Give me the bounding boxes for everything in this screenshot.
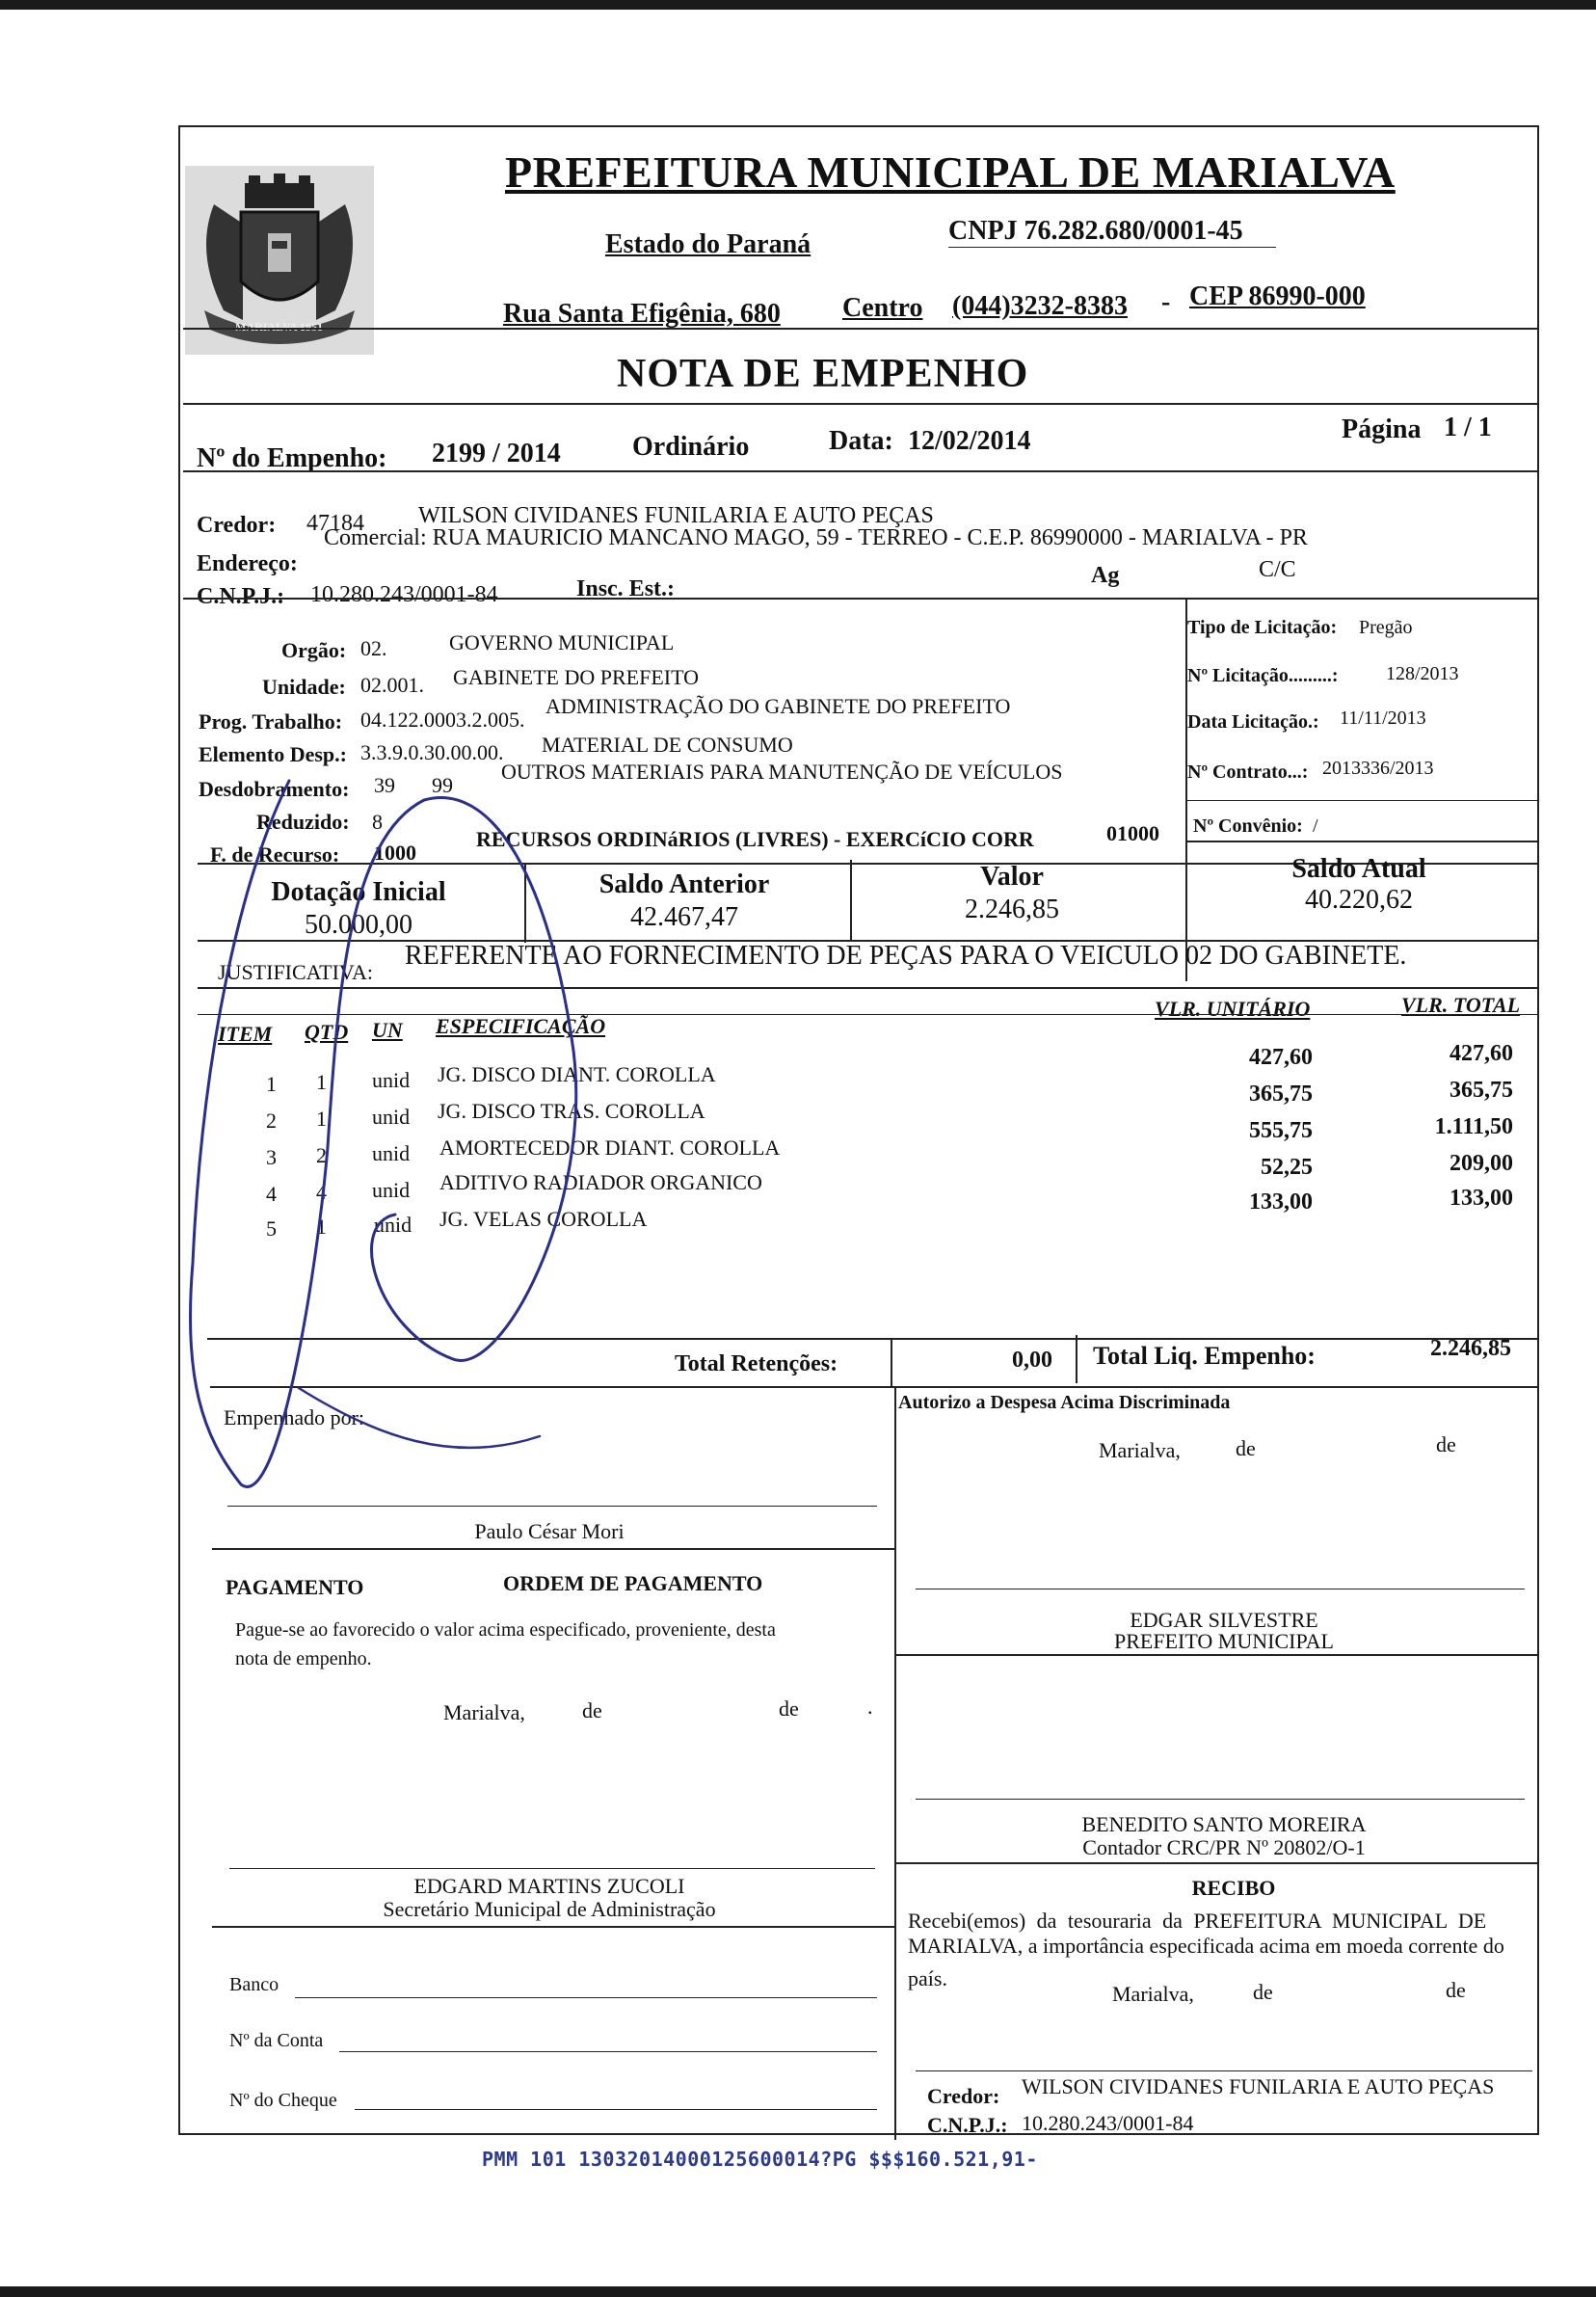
divider-secretario — [212, 1926, 894, 1928]
page-title: PREFEITURA MUNICIPAL DE MARIALVA — [505, 147, 1396, 197]
elem: MATERIAL DE CONSUMO — [542, 733, 793, 757]
item-qtd: 1 — [316, 1215, 327, 1239]
contrato-label: Nº Contrato...: — [1187, 761, 1309, 783]
recibo-local: Marialva, — [1112, 1982, 1194, 2006]
elem-cod: 3.3.9.0.30.00.00. — [360, 740, 504, 764]
recibo-label: RECIBO — [1191, 1876, 1276, 1900]
col-especificacao: ESPECIFICAÇÃO — [436, 1014, 606, 1038]
pagamento-label: PAGAMENTO — [226, 1575, 364, 1599]
item-un: unid — [372, 1178, 411, 1202]
pagina-value: 1 / 1 — [1444, 413, 1492, 442]
dotacao-label: Dotação Inicial — [271, 877, 446, 907]
item-vlr-total: 427,60 — [1450, 1041, 1513, 1066]
autorizo-label: Autorizo a Despesa Acima Discriminada — [898, 1392, 1231, 1413]
item-vlr-unit: 427,60 — [1249, 1045, 1313, 1070]
item-num: 5 — [266, 1216, 277, 1241]
empenhado-nome: Paulo César Mori — [474, 1519, 625, 1543]
divider-title — [183, 403, 1537, 405]
pagamento-local: Marialva, — [443, 1700, 525, 1724]
autorizo-de-1: de — [1236, 1436, 1256, 1460]
divider-licitacao — [1185, 598, 1187, 981]
divider-totals-2 — [1076, 1335, 1077, 1383]
endereco-label: Endereço: — [197, 551, 298, 576]
item-vlr-unit: 555,75 — [1249, 1118, 1313, 1143]
data-label: Data: — [829, 426, 893, 456]
total-liq-label: Total Liq. Empenho: — [1093, 1342, 1316, 1370]
data-value: 12/02/2014 — [908, 426, 1031, 456]
justificativa-text: REFERENTE AO FORNECIMENTO DE PEÇAS PARA O VEICULO 02 DO GABINETE. — [405, 941, 1407, 971]
rodape-autenticacao: PMM 101 13032014000125600014?PG $$$160.521,91- — [482, 2148, 1038, 2171]
item-un: unid — [372, 1105, 411, 1129]
insc-label: Insc. Est.: — [576, 576, 676, 601]
divider-empenhado — [212, 1548, 894, 1550]
item-un: unid — [374, 1213, 412, 1237]
endereco-rua: Rua Santa Efigênia, 680 — [503, 299, 781, 329]
separador: - — [1161, 287, 1171, 317]
cheque-line — [355, 2109, 877, 2110]
contador-nome: BENEDITO SANTO MOREIRA — [1081, 1812, 1367, 1836]
item-vlr-total: 209,00 — [1450, 1151, 1513, 1176]
orgao-cod: 02. — [360, 636, 387, 660]
item-vlr-unit: 133,00 — [1249, 1189, 1313, 1215]
divider-contador — [894, 1862, 1537, 1864]
data-licitacao-label: Data Licitação.: — [1187, 711, 1319, 733]
divider-saldo-2 — [850, 860, 852, 940]
telefone: (044)3232-8383 — [952, 291, 1128, 321]
recibo-texto-3: país. — [908, 1966, 947, 1990]
autorizo-local: Marialva, — [1099, 1438, 1181, 1462]
convenio-label: Nº Convênio: — [1193, 815, 1303, 837]
recurso-num: 01000 — [1106, 821, 1159, 845]
item-un: unid — [372, 1068, 411, 1092]
item-num: 2 — [266, 1108, 277, 1133]
secretario-nome: EDGARD MARTINS ZUCOLI — [413, 1874, 685, 1898]
desd-label: Desdobramento: — [199, 777, 350, 801]
unidade-cod: 02.001. — [360, 673, 424, 697]
prog-cod: 04.122.0003.2.005. — [360, 708, 525, 732]
divider-credor — [183, 598, 1537, 600]
col-item: ITEM — [218, 1022, 273, 1046]
contrato: 2013336/2013 — [1322, 758, 1434, 779]
num-licitacao-label: Nº Licitação.........: — [1187, 665, 1339, 686]
divider-lower — [894, 1386, 896, 2140]
divider-prefeito — [894, 1654, 1537, 1656]
pague-texto-2: nota de empenho. — [235, 1648, 372, 1669]
data-licitacao: 11/11/2013 — [1340, 708, 1426, 729]
reduzido-label: Reduzido: — [256, 810, 350, 834]
item-un: unid — [372, 1141, 411, 1165]
desd-b: 99 — [432, 773, 453, 797]
cheque-label: Nº do Cheque — [229, 2090, 337, 2111]
empenho-tipo: Ordinário — [632, 432, 750, 462]
cnpj-label: C.N.P.J.: — [197, 584, 285, 609]
unidade-label: Unidade: — [262, 675, 346, 699]
sig-line-secretario — [229, 1868, 875, 1869]
total-retencoes-label: Total Retenções: — [675, 1351, 838, 1376]
pagamento-de-1: de — [582, 1698, 602, 1723]
empenho-label: Nº do Empenho: — [197, 443, 387, 473]
credor-nome: WILSON CIVIDANES FUNILARIA E AUTO PEÇAS — [418, 503, 934, 528]
ordem-pagamento-label: ORDEM DE PAGAMENTO — [503, 1571, 763, 1595]
item-qtd: 2 — [316, 1143, 327, 1167]
conta-line — [339, 2051, 877, 2052]
item-num: 3 — [266, 1145, 277, 1169]
valor-label: Valor — [980, 862, 1044, 892]
reduzido: 8 — [372, 810, 383, 834]
divider-convenio — [1185, 800, 1537, 801]
item-qtd: 1 — [316, 1107, 327, 1131]
orgao-label: Orgão: — [281, 638, 347, 662]
recibo-de-2: de — [1446, 1978, 1466, 2002]
prefeito-nome: EDGAR SILVESTRE — [1130, 1608, 1318, 1632]
recurso: RECURSOS ORDINáRIOS (LIVRES) - EXERCíCIO CORR — [476, 827, 1034, 851]
saldo-anterior-value: 42.467,47 — [630, 902, 738, 932]
total-retencoes: 0,00 — [1012, 1348, 1052, 1373]
divider-header — [183, 328, 1537, 330]
convenio: / — [1313, 815, 1318, 837]
banco-line — [295, 1997, 877, 1998]
item-espec: JG. DISCO TRAS. COROLLA — [438, 1099, 705, 1123]
recurso-cod: 1000 — [374, 841, 416, 865]
saldo-anterior-label: Saldo Anterior — [598, 869, 770, 899]
divider-empenho — [183, 470, 1537, 472]
signature-scribble — [183, 761, 723, 1513]
elem-label: Elemento Desp.: — [199, 742, 347, 766]
prog-label: Prog. Trabalho: — [199, 709, 343, 734]
num-licitacao: 128/2013 — [1386, 663, 1459, 684]
tipo-licitacao: Pregão — [1359, 617, 1413, 638]
prog: ADMINISTRAÇÃO DO GABINETE DO PREFEITO — [545, 694, 1011, 718]
credor-codigo: 47184 — [306, 511, 364, 536]
doc-title: NOTA DE EMPENHO — [617, 352, 1029, 396]
item-vlr-total: 365,75 — [1450, 1078, 1513, 1103]
divider-convenio-bottom — [1185, 841, 1537, 842]
recibo-credor: WILSON CIVIDANES FUNILARIA E AUTO PEÇAS — [1022, 2074, 1495, 2098]
col-un: UN — [372, 1018, 403, 1042]
pague-texto-1: Pague-se ao favorecido o valor acima especificado, proveniente, desta — [235, 1619, 776, 1641]
scan-bottom-edge — [0, 2286, 1596, 2297]
item-qtd: 1 — [316, 1070, 327, 1094]
autorizo-de-2: de — [1436, 1432, 1456, 1456]
item-vlr-total: 1.111,50 — [1434, 1114, 1513, 1139]
credor-cnpj: 10.280.243/0001-84 — [310, 582, 498, 607]
saldo-atual-value: 40.220,62 — [1305, 885, 1413, 915]
header-underline — [948, 247, 1276, 248]
credor-label: Credor: — [197, 513, 277, 538]
banco-label: Banco — [229, 1974, 279, 1995]
secretario-cargo: Secretário Municipal de Administração — [383, 1897, 716, 1921]
total-liq: 2.246,85 — [1430, 1336, 1511, 1361]
item-espec: AMORTECEDOR DIANT. COROLLA — [439, 1135, 781, 1160]
valor-value: 2.246,85 — [965, 895, 1059, 924]
prefeito-cargo: PREFEITO MUNICIPAL — [1114, 1629, 1334, 1653]
recibo-texto-2: MARIALVA, a importância especificada acima em moeda corrente do — [908, 1934, 1504, 1958]
sig-line-contador — [916, 1799, 1525, 1800]
orgao: GOVERNO MUNICIPAL — [449, 630, 675, 654]
item-qtd: 4 — [316, 1180, 327, 1204]
scan-top-edge — [0, 0, 1596, 10]
item-espec: JG. VELAS COROLLA — [439, 1207, 648, 1231]
recibo-cnpj: 10.280.243/0001-84 — [1022, 2111, 1194, 2135]
conta-label: Nº da Conta — [229, 2030, 324, 2051]
recurso-label: F. de Recurso: — [210, 842, 340, 867]
brasao-text: MARIALVA 1951 — [235, 320, 324, 334]
col-vlr-unitario: VLR. UNITÁRIO — [1155, 997, 1311, 1021]
empenhado-label: Empenhado por: — [224, 1405, 365, 1429]
pagina-label: Página — [1342, 414, 1422, 444]
item-num: 1 — [266, 1072, 277, 1096]
recibo-de-1: de — [1253, 1980, 1273, 2004]
item-espec: JG. DISCO DIANT. COROLLA — [438, 1062, 716, 1086]
pagamento-ponto: . — [867, 1695, 873, 1719]
ag-label: Ag — [1091, 563, 1120, 588]
col-qtd: QTD — [305, 1020, 349, 1044]
cnpj-header: CNPJ 76.282.680/0001-45 — [948, 216, 1243, 246]
desd: OUTROS MATERIAIS PARA MANUTENÇÃO DE VEÍCULOS — [501, 760, 1063, 784]
recibo-texto-1: Recebi(emos) da tesouraria da PREFEITURA MUNICIPAL DE — [908, 1909, 1487, 1933]
recibo-credor-label: Credor: — [927, 2084, 1000, 2108]
dotacao-value: 50.000,00 — [305, 910, 412, 940]
unidade: GABINETE DO PREFEITO — [453, 665, 700, 689]
pagamento-de-2: de — [779, 1696, 799, 1721]
brasao-marialva — [185, 166, 374, 355]
item-espec: ADITIVO RADIADOR ORGANICO — [439, 1170, 762, 1194]
recibo-cnpj-label: C.N.P.J.: — [927, 2113, 1008, 2137]
col-vlr-total: VLR. TOTAL — [1401, 993, 1521, 1017]
item-num: 4 — [266, 1182, 277, 1206]
sig-line-credor — [916, 2070, 1532, 2071]
item-vlr-unit: 365,75 — [1249, 1082, 1313, 1107]
cep: CEP 86990-000 — [1189, 281, 1366, 311]
cc-label: C/C — [1259, 557, 1296, 582]
saldo-atual-label: Saldo Atual — [1291, 854, 1426, 884]
divider-totals-1 — [891, 1338, 892, 1386]
empenho-numero: 2199 / 2014 — [432, 439, 561, 468]
desd-a: 39 — [374, 773, 395, 797]
item-vlr-total: 133,00 — [1450, 1186, 1513, 1211]
item-vlr-unit: 52,25 — [1261, 1155, 1313, 1180]
estado: Estado do Paraná — [605, 229, 811, 259]
contador-cargo: Contador CRC/PR Nº 20802/O-1 — [1082, 1835, 1366, 1859]
endereco-centro: Centro — [842, 293, 923, 323]
justificativa-label: JUSTIFICATIVA: — [218, 960, 373, 984]
tipo-licitacao-label: Tipo de Licitação: — [1187, 617, 1338, 638]
credor-endereco: Comercial: RUA MAURICIO MANCANO MAGO, 59 - TERREO - C.E.P. 86990000 - MARIALVA - PR — [324, 525, 1308, 550]
